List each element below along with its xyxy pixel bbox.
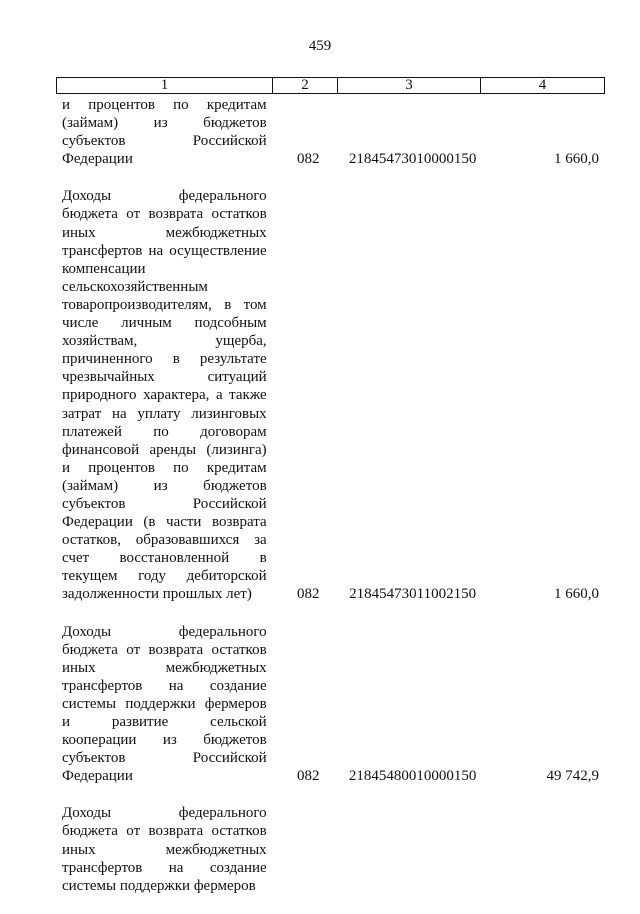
budget-classification-code: 21845473010000150 <box>348 151 477 168</box>
description-line: причиненного в результате <box>62 351 267 368</box>
description-line: остатков, образовавшихся за <box>62 532 267 549</box>
table-body <box>56 96 605 914</box>
description-line: бюджета от возврата остатков <box>62 823 267 840</box>
income-description <box>56 187 267 603</box>
admin-code: 082 <box>297 768 320 785</box>
income-description <box>56 804 267 894</box>
description-line: хозяйствам, ущерба, <box>62 333 267 350</box>
column-header-1: 1 <box>160 77 169 93</box>
column-header-2: 2 <box>272 78 337 93</box>
description-line: субъектов Российской <box>62 495 267 512</box>
description-line: Доходы федерального <box>62 188 267 205</box>
table-row <box>56 804 605 894</box>
description-line: иных межбюджетных <box>62 841 267 858</box>
page-number: 459 <box>308 38 332 54</box>
income-description <box>56 96 267 168</box>
amount-value: 1 660,0 <box>553 586 599 603</box>
description-line: системы поддержки фермеров <box>62 877 256 894</box>
description-line: Федерации <box>62 768 133 785</box>
table-row <box>56 623 605 786</box>
income-description <box>56 623 267 786</box>
description-line: иных межбюджетных <box>62 659 267 676</box>
description-line: чрезвычайных ситуаций <box>62 369 267 386</box>
description-line: Федерации <box>62 151 133 168</box>
description-line: текущем году дебиторской <box>62 568 267 585</box>
description-line: Доходы федерального <box>62 805 267 822</box>
description-line: и процентов по кредитам <box>62 459 267 476</box>
description-line: иных межбюджетных <box>62 224 267 241</box>
column-header-3: 3 <box>337 78 480 93</box>
description-line: платежей по договорам <box>62 423 267 440</box>
description-line: сельскохозяйственным <box>62 278 208 295</box>
description-line: бюджета от возврата остатков <box>62 641 267 658</box>
budget-classification-code: 21845473011002150 <box>349 586 477 603</box>
description-line: трансфертов на создание <box>62 677 267 694</box>
description-line: бюджета от возврата остатков <box>62 206 267 223</box>
description-line: (займам) из бюджетов <box>62 477 267 494</box>
column-header-4: 4 <box>480 78 604 93</box>
description-line: компенсации <box>62 260 146 277</box>
description-line: счет восстановленной в <box>62 550 267 567</box>
description-line: финансовой аренды (лизинга) <box>62 441 267 458</box>
description-line: и развитие сельской <box>62 714 267 730</box>
description-line: субъектов Российской <box>62 133 267 150</box>
description-line: трансфертов на осуществление <box>62 242 267 259</box>
admin-code: 082 <box>297 586 320 603</box>
table-header <box>56 77 605 94</box>
description-line: товаропроизводителям, в том <box>62 296 267 313</box>
description-line: (займам) из бюджетов <box>62 115 267 132</box>
description-line: системы поддержки фермеров <box>62 695 267 712</box>
description-line: субъектов Российской <box>62 750 267 767</box>
description-line: числе личным подсобным <box>62 315 267 332</box>
budget-classification-code: 21845480010000150 <box>348 768 477 785</box>
table-row <box>56 187 605 603</box>
description-line: природного характера, а также <box>62 387 267 404</box>
description-line: трансфертов на создание <box>62 859 267 876</box>
description-line: Федерации (в части возврата <box>62 514 267 531</box>
amount-value: 49 742,9 <box>546 768 599 785</box>
amount-value: 1 660,0 <box>553 151 599 168</box>
table-row <box>56 96 605 168</box>
admin-code: 082 <box>297 151 320 168</box>
description-line: задолженности прошлых лет) <box>62 586 252 603</box>
description-line: и процентов по кредитам <box>62 97 267 113</box>
description-line: затрат на уплату лизинговых <box>62 405 267 422</box>
description-line: кооперации из бюджетов <box>62 732 267 749</box>
description-line: Доходы федерального <box>62 623 267 640</box>
